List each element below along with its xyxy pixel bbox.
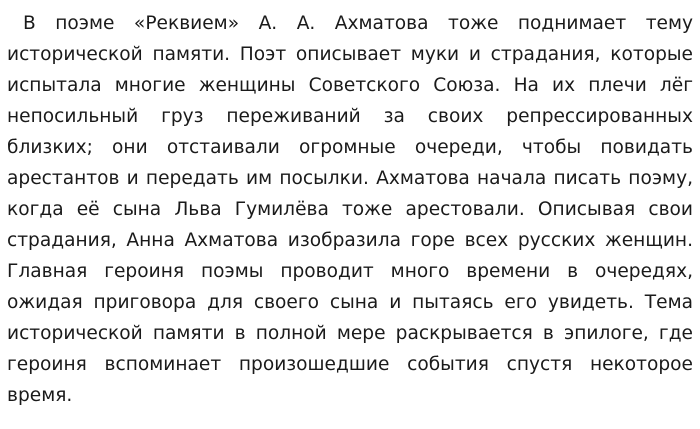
- essay-paragraph: В поэме «Реквием» А. А. Ахматова тоже поднимает тему исторической памяти. Поэт описывает муки и страдания, которые испытала многие женщины Советского Союза. На их плечи лёг непосильный груз переживаний за своих репрессированных близких; они отстаивали огромные очереди, чтобы повидать арестантов и передать им посылки. Ахматова начала писать поэму, когда её сына Льва Гумилёва тоже арестовали. Описывая свои страдания, Анна Ахматова изобразила горе всех русских женщин. Главная героиня поэмы проводит много времени в очередях, ожидая приговора для своего сына и пытаясь его увидеть. Тема исторической памяти в полной мере раскрывается в эпилоге, где героиня вспоминает произошедшие события спустя некоторое время.: [7, 13, 693, 406]
- document-page: [7, 8, 693, 411]
